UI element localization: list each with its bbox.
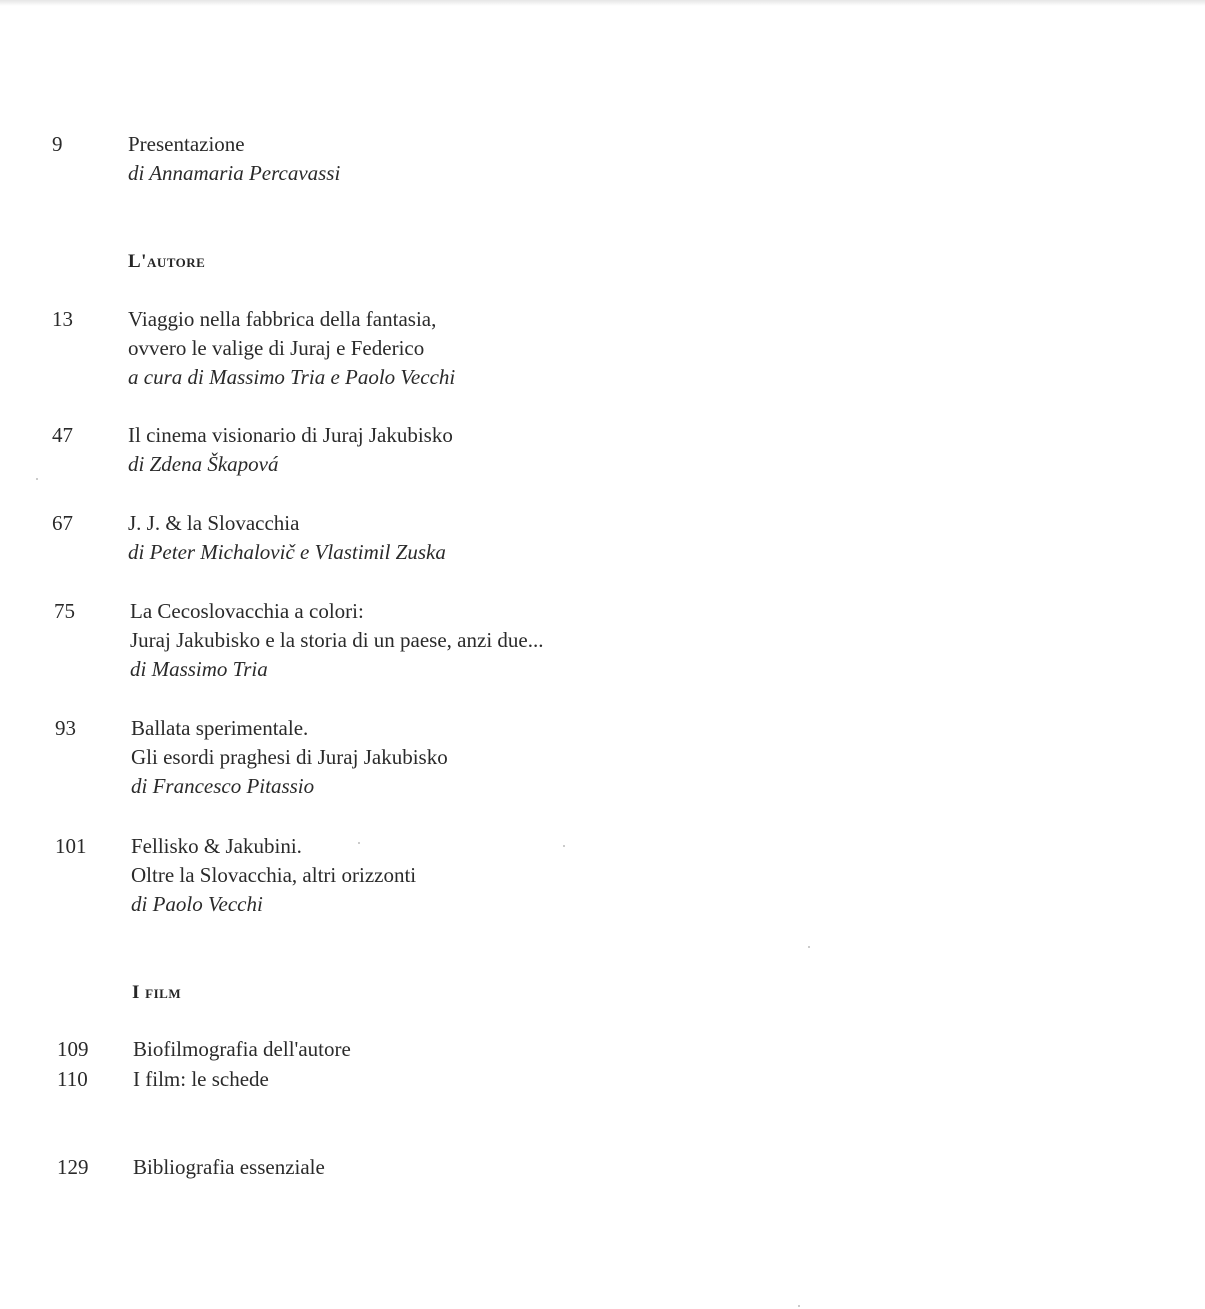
scan-speck [36, 478, 38, 480]
entry-author: di Peter Michalovič e Vlastimil Zuska [128, 540, 446, 564]
scan-speck [563, 845, 565, 847]
entry-author: di Zdena Škapová [128, 452, 279, 476]
entry-title-line: J. J. & la Slovacchia [128, 511, 300, 535]
section-heading-film: I film [132, 982, 182, 1003]
page-number: 13 [52, 307, 73, 331]
entry-title-line: La Cecoslovacchia a colori: [130, 599, 364, 623]
entry-title-line: ovvero le valige di Juraj e Federico [128, 336, 425, 360]
entry-title-line: Gli esordi praghesi di Juraj Jakubisko [131, 745, 448, 769]
entry-title-line: Viaggio nella fabbrica della fantasia, [128, 307, 437, 331]
entry-title-line: Oltre la Slovacchia, altri orizzonti [131, 863, 417, 887]
page-number: 109 [57, 1037, 89, 1061]
entry-title-line: Il cinema visionario di Juraj Jakubisko [128, 423, 453, 447]
entry-title: Presentazione [128, 132, 245, 156]
entry-title-line: I film: le schede [133, 1067, 269, 1091]
entry-title-line: Juraj Jakubisko e la storia di un paese, anzi due... [130, 628, 544, 652]
entry-title-line: Biofilmografia dell'autore [133, 1037, 351, 1061]
entry-author: di Paolo Vecchi [131, 892, 263, 916]
entry-title-line: Fellisko & Jakubini. [131, 834, 302, 858]
page-number: 129 [57, 1155, 89, 1179]
entry-author: di Massimo Tria [130, 657, 268, 681]
entry-title-line: Ballata sperimentale. [131, 716, 309, 740]
entry-title: Bibliografia essenziale [133, 1155, 325, 1179]
entry-author: di Annamaria Percavassi [128, 161, 341, 185]
entry-author: di Francesco Pitassio [131, 774, 315, 798]
entry-author: a cura di Massimo Tria e Paolo Vecchi [128, 365, 456, 389]
page-number: 75 [54, 599, 75, 623]
page-number: 67 [52, 511, 73, 535]
scan-speck [798, 1305, 800, 1307]
scan-speck [808, 946, 810, 948]
page-number: 101 [55, 834, 87, 858]
page-number: 93 [55, 716, 76, 740]
section-heading-autore: L'autore [128, 251, 206, 272]
page-number: 9 [52, 132, 63, 156]
page-number: 47 [52, 423, 73, 447]
page-number: 110 [57, 1067, 88, 1091]
scan-speck [358, 842, 360, 844]
